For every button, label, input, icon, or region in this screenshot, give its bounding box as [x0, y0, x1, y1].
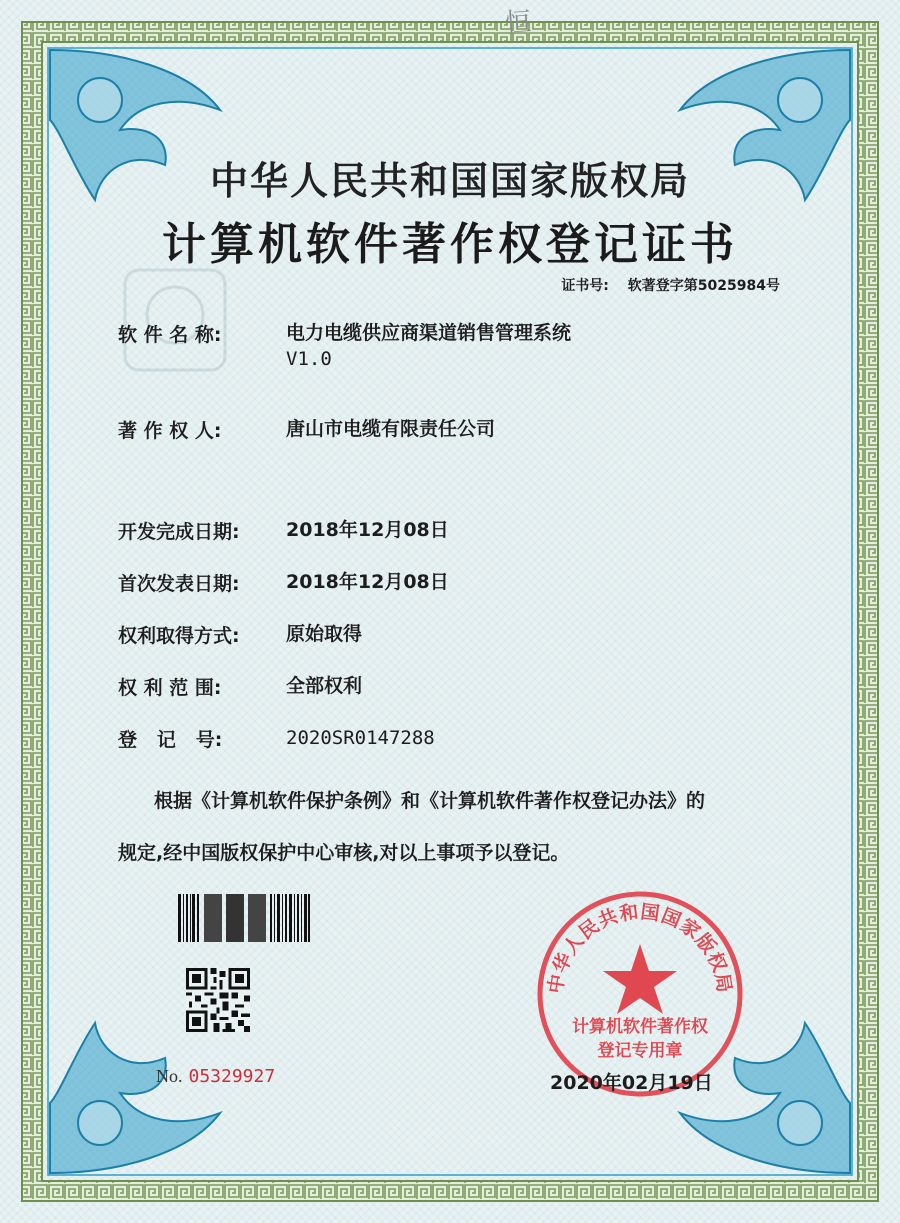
field-value [286, 320, 571, 372]
seal-ring-text: 中华人民共和国国家版权局 [544, 900, 736, 995]
field-software-name [118, 320, 571, 372]
seal-text-line2: 登记专用章 [597, 1041, 683, 1061]
barcode [178, 894, 310, 942]
field-development-date [118, 517, 449, 544]
serial-value: 05329927 [188, 1066, 276, 1087]
field-label: 著 作 权 人: [118, 420, 222, 442]
issuing-authority: 中华人民共和国国家版权局 [209, 158, 690, 203]
software-name-line2: V1.0 [286, 348, 332, 370]
field-first-publication-date [118, 569, 449, 596]
issue-date: 2020年02月19日 [550, 1072, 713, 1094]
handwritten-mark: 恒 [504, 7, 533, 39]
statement-line-1: 根据《计算机软件保护条例》和《计算机软件著作权登记办法》的 [154, 790, 706, 812]
star-icon [603, 944, 677, 1014]
field-value: 唐山市电缆有限责任公司 [286, 418, 496, 440]
corner-ornament-bottom-left [50, 1023, 220, 1173]
certificate-title: 计算机软件著作权登记证书 [162, 219, 738, 270]
field-acquisition-method [118, 621, 362, 648]
field-value: 2020SR0147288 [286, 727, 435, 749]
field-label: 权 利 范 围: [118, 677, 222, 699]
field-label: 开发完成日期: [118, 521, 240, 543]
field-value: 原始取得 [286, 623, 363, 645]
field-label: 登 记 号: [118, 729, 223, 751]
qr-code [186, 968, 250, 1032]
serial-number [156, 1066, 275, 1087]
software-name-line1: 电力电缆供应商渠道销售管理系统 [286, 322, 572, 344]
seal-text-line1: 计算机软件著作权 [572, 1017, 708, 1037]
statement-line-2: 规定,经中国版权保护中心审核,对以上事项予以登记。 [118, 842, 570, 864]
field-scope-of-rights [118, 673, 362, 700]
field-value: 2018年12月08日 [286, 519, 449, 541]
field-label: 软 件 名 称: [118, 324, 222, 346]
field-registration-number [118, 725, 435, 752]
field-value: 2018年12月08日 [286, 571, 449, 593]
field-label: 权利取得方式: [118, 625, 240, 647]
certificate-number-label: 证书号: [561, 278, 609, 294]
field-label: 首次发表日期: [118, 573, 240, 595]
field-copyright-owner [118, 416, 495, 443]
field-value: 全部权利 [286, 675, 363, 697]
certificate-number-value: 软著登字第5025984号 [627, 278, 780, 294]
certificate-number [561, 275, 780, 295]
serial-prefix: No. [156, 1066, 183, 1086]
